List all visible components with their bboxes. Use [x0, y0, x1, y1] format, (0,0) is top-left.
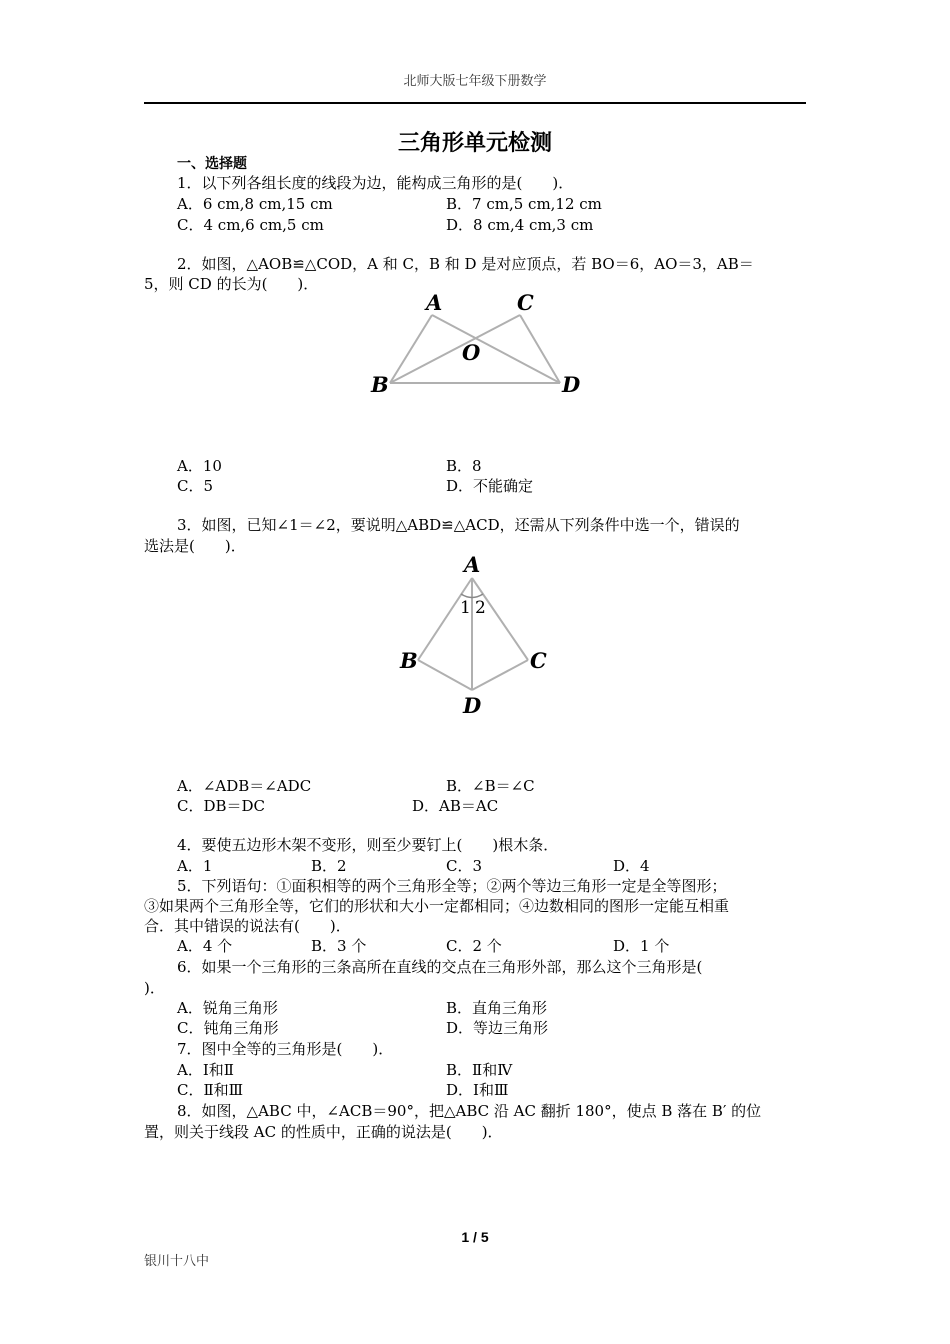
q3-label-c: C: [530, 648, 547, 673]
q1-stem: 1．以下列各组长度的线段为边，能构成三角形的是( )．: [177, 174, 574, 192]
q2-stem-line1: 2．如图，△AOB≌△COD，A 和 C，B 和 D 是对应顶点，若 BO＝6，AO＝3，AB＝: [177, 255, 754, 273]
q2-option-c: C．5: [177, 477, 214, 495]
q1-option-d: D．8 cm,4 cm,3 cm: [446, 216, 594, 234]
q3-segment-ac: [472, 578, 528, 660]
q5-option-b: B．3 个: [311, 937, 367, 955]
q2-figure: [360, 288, 600, 403]
q1-option-a: A．6 cm,8 cm,15 cm: [177, 195, 333, 213]
q2-stem-line2: 5，则 CD 的长为( )．: [144, 275, 319, 293]
q7-option-a: A．Ⅰ和Ⅱ: [177, 1061, 234, 1079]
q4-stem: 4．要使五边形木架不变形，则至少要钉上( )根木条．: [177, 836, 559, 854]
q5-option-d: D．1 个: [613, 937, 670, 955]
q3-option-b: B．∠B＝∠C: [446, 777, 535, 795]
q2-option-b: B．8: [446, 457, 482, 475]
q2-label-c: C: [517, 290, 534, 315]
q3-label-angle2: 2: [475, 598, 486, 618]
page-header: 北师大版七年级下册数学: [403, 74, 547, 89]
q3-label-angle1: 1: [460, 598, 471, 618]
q5-stem-line2: ③如果两个三角形全等，它们的形状和大小一定都相同；④边数相同的图形一定能互相重: [144, 897, 730, 915]
q3-stem-line1: 3．如图，已知∠1＝∠2，要说明△ABD≌△ACD，还需从下列条件中选一个，错误的: [177, 516, 740, 534]
q2-label-a: A: [426, 290, 443, 315]
q5-option-a: A．4 个: [177, 937, 233, 955]
q5-stem-line3: 合．其中错误的说法有( )．: [144, 917, 351, 935]
q6-option-b: B．直角三角形: [446, 999, 548, 1017]
q3-option-c: C．DB＝DC: [177, 797, 266, 815]
q1-option-c: C．4 cm,6 cm,5 cm: [177, 216, 324, 234]
q3-segment-bd: [418, 660, 472, 690]
q3-label-b: B: [400, 648, 418, 673]
q6-stem-line1: 6．如果一个三角形的三条高所在直线的交点在三角形外部，那么这个三角形是(: [177, 958, 703, 976]
q3-figure: [390, 550, 560, 720]
q6-stem-line2: )．: [144, 979, 165, 997]
q4-option-c: C．3: [446, 857, 483, 875]
q7-stem: 7．图中全等的三角形是( )．: [177, 1040, 394, 1058]
q7-option-d: D．Ⅰ和Ⅲ: [446, 1081, 509, 1099]
q2-label-o: O: [462, 340, 481, 365]
q5-option-c: C．2 个: [446, 937, 502, 955]
q7-option-b: B．Ⅱ和Ⅳ: [446, 1061, 513, 1079]
q6-option-c: C．钝角三角形: [177, 1019, 279, 1037]
q3-segment-ab: [418, 578, 472, 660]
q2-label-b: B: [371, 372, 389, 397]
q2-option-d: D．不能确定: [446, 477, 534, 495]
q5-stem-line1: 5．下列语句：①面积相等的两个三角形全等；②两个等边三角形一定是全等图形；: [177, 877, 727, 895]
q3-label-d: D: [463, 693, 482, 718]
document-title: 三角形单元检测: [397, 130, 552, 156]
q2-label-d: D: [562, 372, 581, 397]
page-number: 1 / 5: [461, 1229, 489, 1245]
q8-stem-line1: 8．如图，△ABC 中，∠ACB＝90°，把△ABC 沿 AC 翻折 180°，使点 B 落在 B′ 的位: [177, 1102, 762, 1120]
q6-option-a: A．锐角三角形: [177, 999, 278, 1017]
q4-option-d: D．4: [613, 857, 650, 875]
section-heading: 一、选择题: [177, 156, 247, 172]
q3-option-a: A．∠ADB＝∠ADC: [177, 777, 312, 795]
q4-option-b: B．2: [311, 857, 347, 875]
q2-option-a: A．10: [177, 457, 222, 475]
header-rule: [144, 102, 806, 104]
q2-segment-cb: [390, 315, 520, 383]
q3-option-d: D．AB＝AC: [412, 797, 499, 815]
footer-school: 银川十八中: [144, 1254, 210, 1269]
q1-option-b: B．7 cm,5 cm,12 cm: [446, 195, 602, 213]
q3-label-a: A: [464, 552, 481, 577]
q7-option-c: C．Ⅱ和Ⅲ: [177, 1081, 244, 1099]
q8-stem-line2: 置，则关于线段 AC 的性质中，正确的说法是( )．: [144, 1123, 503, 1141]
q3-segment-cd: [472, 660, 528, 690]
q4-option-a: A．1: [177, 857, 213, 875]
q3-stem-line2: 选法是( )．: [144, 537, 246, 555]
q6-option-d: D．等边三角形: [446, 1019, 549, 1037]
